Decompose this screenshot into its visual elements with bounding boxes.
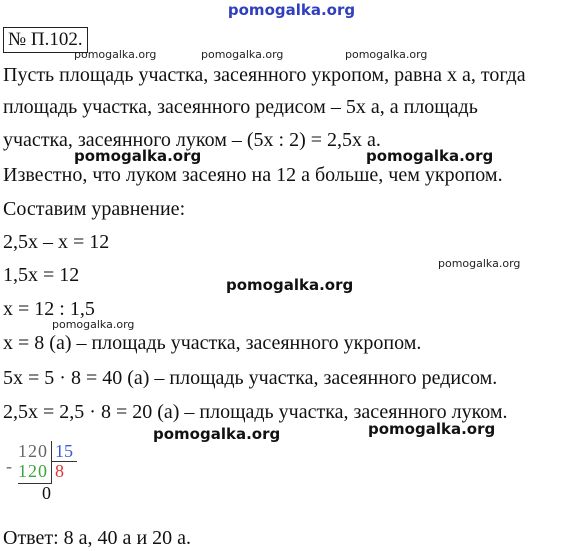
result-line-dill: x = 8 (а) – площадь участка, засеянного укропом. (3, 332, 422, 354)
solution-line-4: Известно, что луком засеяно на 12 а больше, чем укропом. (3, 164, 503, 186)
solution-line-3: участка, засеянного луком – (5x : 2) = 2,5x а. (3, 129, 381, 151)
solution-line-5: Составим уравнение: (3, 198, 186, 220)
division-minus-sign: - (6, 456, 12, 476)
equation-line-1: 2,5x – x = 12 (3, 231, 110, 253)
watermark: pomogalka.org (345, 48, 428, 61)
watermark: pomogalka.org (74, 147, 202, 165)
equation-line-2: 1,5x = 12 (3, 264, 80, 286)
division-divisor: 15 (55, 441, 73, 461)
division-quotient: 8 (55, 461, 64, 481)
long-division (6, 439, 120, 509)
division-subtrahend: 120 (18, 461, 48, 481)
watermark: pomogalka.org (368, 420, 496, 438)
watermark-top: pomogalka.org (227, 1, 356, 19)
watermark: pomogalka.org (153, 425, 281, 443)
result-line-onion: 2,5x = 2,5 · 8 = 20 (а) – площадь участка, засеянного луком. (3, 401, 508, 423)
watermark: pomogalka.org (226, 276, 354, 294)
solution-line-1: Пусть площадь участка, засеянного укропом, равна x а, тогда (3, 64, 526, 86)
division-dividend: 120 (18, 441, 48, 461)
answer-line: Ответ: 8 а, 40 а и 20 а. (3, 527, 192, 549)
result-line-radish: 5x = 5 · 8 = 40 (а) – площадь участка, засеянного редисом. (3, 367, 498, 389)
divisor-vertical-line (51, 441, 52, 483)
watermark: pomogalka.org (366, 147, 494, 165)
solution-line-2: площадь участка, засеянного редисом – 5x а, а площадь (3, 96, 478, 118)
watermark: pomogalka.org (74, 48, 157, 61)
watermark: pomogalka.org (52, 318, 135, 331)
problem-number-badge: № П.102. (3, 27, 88, 53)
equation-line-3: x = 12 : 1,5 (3, 298, 95, 320)
watermark: pomogalka.org (438, 257, 521, 270)
watermark: pomogalka.org (201, 48, 284, 61)
division-remainder: 0 (42, 483, 51, 503)
